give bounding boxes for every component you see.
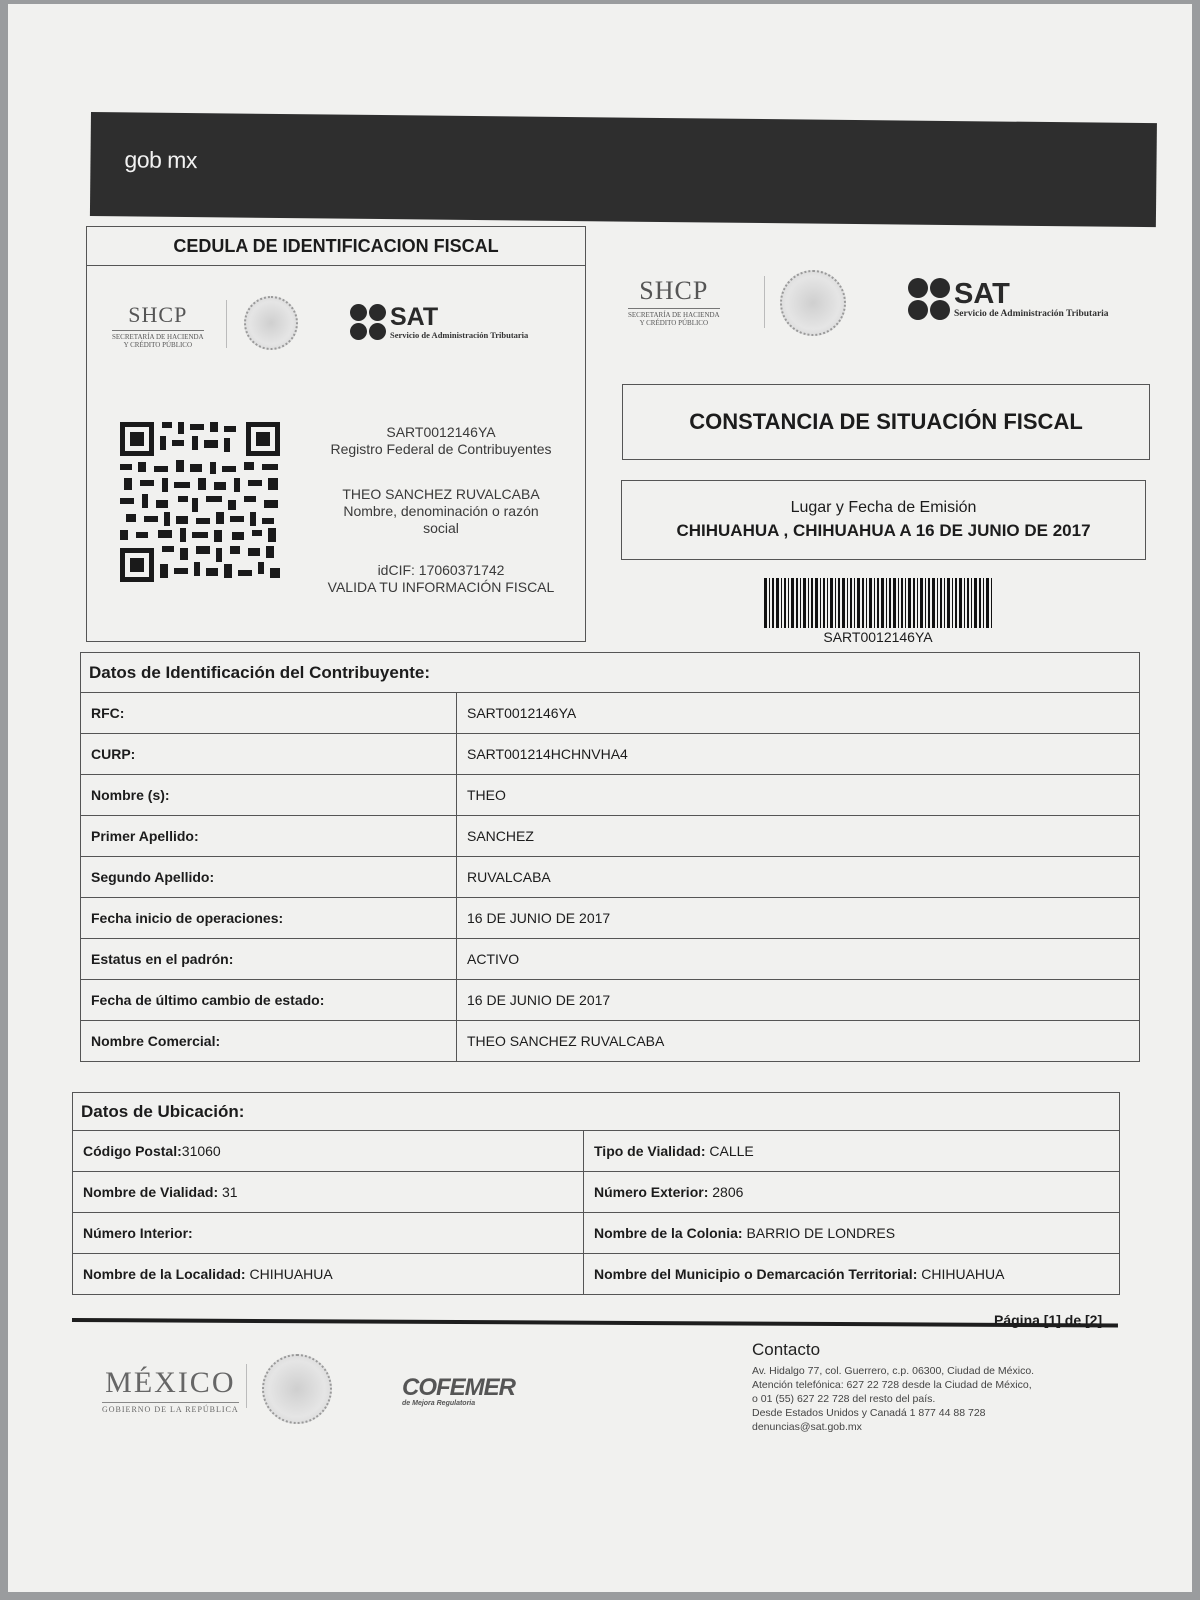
gob-header-band bbox=[90, 112, 1157, 227]
table-row bbox=[73, 1131, 1120, 1172]
ubicacion-title: Datos de Ubicación: bbox=[73, 1093, 1120, 1131]
municipio-cell: Nombre del Municipio o Demarcación Territorial: CHIHUAHUA bbox=[584, 1254, 1120, 1295]
cedula-rfc-caption: Registro Federal de Contribuyentes bbox=[330, 441, 552, 457]
fecha-cambio-label: Fecha de último cambio de estado: bbox=[81, 980, 457, 1021]
contacto-line: Desde Estados Unidos y Canadá 1 877 44 88 728 bbox=[752, 1407, 986, 1419]
identificacion-title: Datos de Identificación del Contribuyente: bbox=[81, 653, 1140, 693]
lugar-fecha-value: CHIHUAHUA , CHIHUAHUA A 16 DE JUNIO DE 2017 bbox=[676, 521, 1091, 540]
fecha-inicio-value: 16 DE JUNIO DE 2017 bbox=[457, 898, 1140, 939]
cedula-idcif: idCIF: 17060371742 bbox=[377, 562, 505, 578]
logo-divider bbox=[226, 300, 227, 348]
page-number: Página [1] de [2] bbox=[994, 1312, 1103, 1328]
curp-label: CURP: bbox=[81, 734, 457, 775]
colonia-cell: Nombre de la Colonia: BARRIO DE LONDRES bbox=[584, 1213, 1120, 1254]
codigo-postal-cell: Código Postal:31060 bbox=[73, 1131, 584, 1172]
cedula-rfc: SART0012146YA bbox=[386, 424, 496, 440]
nombre-comercial-label: Nombre Comercial: bbox=[81, 1021, 457, 1062]
sat-logo: SAT Servicio de Administración Tributaria bbox=[350, 304, 528, 340]
table-row bbox=[73, 1172, 1120, 1213]
contacto-email[interactable]: denuncias@sat.gob.mx bbox=[752, 1421, 862, 1433]
numero-interior-cell: Número Interior: bbox=[73, 1213, 584, 1254]
logo-divider-right bbox=[764, 276, 765, 328]
estatus-label: Estatus en el padrón: bbox=[81, 939, 457, 980]
segundo-apellido-label: Segundo Apellido: bbox=[81, 857, 457, 898]
mexico-logo: MÉXICO GOBIERNO DE LA REPÚBLICA bbox=[102, 1366, 239, 1414]
table-row bbox=[81, 1021, 1140, 1062]
document-sheet bbox=[8, 4, 1192, 1592]
tipo-vialidad-cell: Tipo de Vialidad: CALLE bbox=[584, 1131, 1120, 1172]
table-row bbox=[81, 693, 1140, 734]
contacto-title: Contacto bbox=[752, 1340, 821, 1359]
sat-dots-right-icon bbox=[908, 278, 950, 320]
table-row bbox=[81, 816, 1140, 857]
segundo-apellido-value: RUVALCABA bbox=[457, 857, 1140, 898]
table-row bbox=[73, 1254, 1120, 1295]
rfc-value: SART0012146YA bbox=[457, 693, 1140, 734]
lugar-fecha-label: Lugar y Fecha de Emisión bbox=[790, 499, 977, 516]
sat-logo-right: SAT Servicio de Administración Tributaria bbox=[908, 278, 1109, 320]
footer-logo-divider bbox=[246, 1364, 247, 1408]
table-row bbox=[81, 898, 1140, 939]
fecha-inicio-label: Fecha inicio de operaciones: bbox=[81, 898, 457, 939]
estatus-value: ACTIVO bbox=[457, 939, 1140, 980]
primer-apellido-label: Primer Apellido: bbox=[81, 816, 457, 857]
table-row bbox=[81, 775, 1140, 816]
fecha-cambio-value: 16 DE JUNIO DE 2017 bbox=[457, 980, 1140, 1021]
table-row bbox=[81, 939, 1140, 980]
table-row bbox=[81, 980, 1140, 1021]
ubicacion-table bbox=[72, 1092, 1120, 1295]
cedula-name: THEO SANCHEZ RUVALCABA bbox=[342, 486, 540, 502]
nombre-comercial-value: THEO SANCHEZ RUVALCABA bbox=[457, 1021, 1140, 1062]
national-seal-icon bbox=[244, 296, 298, 350]
footer-seal-icon bbox=[262, 1354, 332, 1424]
national-seal-right-icon bbox=[780, 270, 846, 336]
shcp-logo-right: SHCP SECRETARÍA DE HACIENDA Y CRÉDITO PÚBLICO bbox=[628, 276, 720, 327]
cedula-rfc-block bbox=[326, 424, 556, 458]
numero-exterior-cell: Número Exterior: 2806 bbox=[584, 1172, 1120, 1213]
nombre-label: Nombre (s): bbox=[81, 775, 457, 816]
primer-apellido-value: SANCHEZ bbox=[457, 816, 1140, 857]
cedula-validate: VALIDA TU INFORMACIÓN FISCAL bbox=[327, 579, 555, 595]
contacto-line: o 01 (55) 627 22 728 del resto del país. bbox=[752, 1393, 936, 1405]
nombre-value: THEO bbox=[457, 775, 1140, 816]
curp-value: SART001214HCHNVHA4 bbox=[457, 734, 1140, 775]
nombre-vialidad-cell: Nombre de Vialidad: 31 bbox=[73, 1172, 584, 1213]
shcp-logo: SHCP SECRETARÍA DE HACIENDA Y CRÉDITO PÚBLICO bbox=[112, 302, 204, 349]
barcode-text: SART0012146YA bbox=[823, 629, 933, 645]
cedula-name-block bbox=[326, 486, 556, 537]
identificacion-table bbox=[80, 652, 1140, 1062]
sat-dots-icon bbox=[350, 304, 386, 340]
cedula-name-caption: Nombre, denominación o razón social bbox=[343, 503, 539, 536]
table-row bbox=[81, 857, 1140, 898]
contacto-line: Atención telefónica: 627 22 728 desde la Ciudad de México, bbox=[752, 1379, 1032, 1391]
cedula-idcif-block bbox=[326, 562, 556, 596]
qr-code-icon[interactable] bbox=[120, 422, 280, 582]
contacto-block bbox=[752, 1340, 1034, 1434]
barcode-icon[interactable] bbox=[764, 578, 992, 628]
table-row bbox=[81, 734, 1140, 775]
footer-divider bbox=[72, 1318, 1118, 1327]
gob-mx-label[interactable]: gob mx bbox=[124, 146, 198, 174]
lugar-fecha-box bbox=[621, 480, 1146, 560]
cedula-title: CEDULA DE IDENTIFICACION FISCAL bbox=[87, 227, 585, 266]
cofemer-logo: COFEMER de Mejora Regulatoria bbox=[402, 1374, 515, 1407]
localidad-cell: Nombre de la Localidad: CHIHUAHUA bbox=[73, 1254, 584, 1295]
table-row bbox=[73, 1213, 1120, 1254]
constancia-title: CONSTANCIA DE SITUACIÓN FISCAL bbox=[622, 384, 1150, 460]
rfc-label: RFC: bbox=[81, 693, 457, 734]
contacto-line: Av. Hidalgo 77, col. Guerrero, c.p. 06300, Ciudad de México. bbox=[752, 1365, 1035, 1377]
